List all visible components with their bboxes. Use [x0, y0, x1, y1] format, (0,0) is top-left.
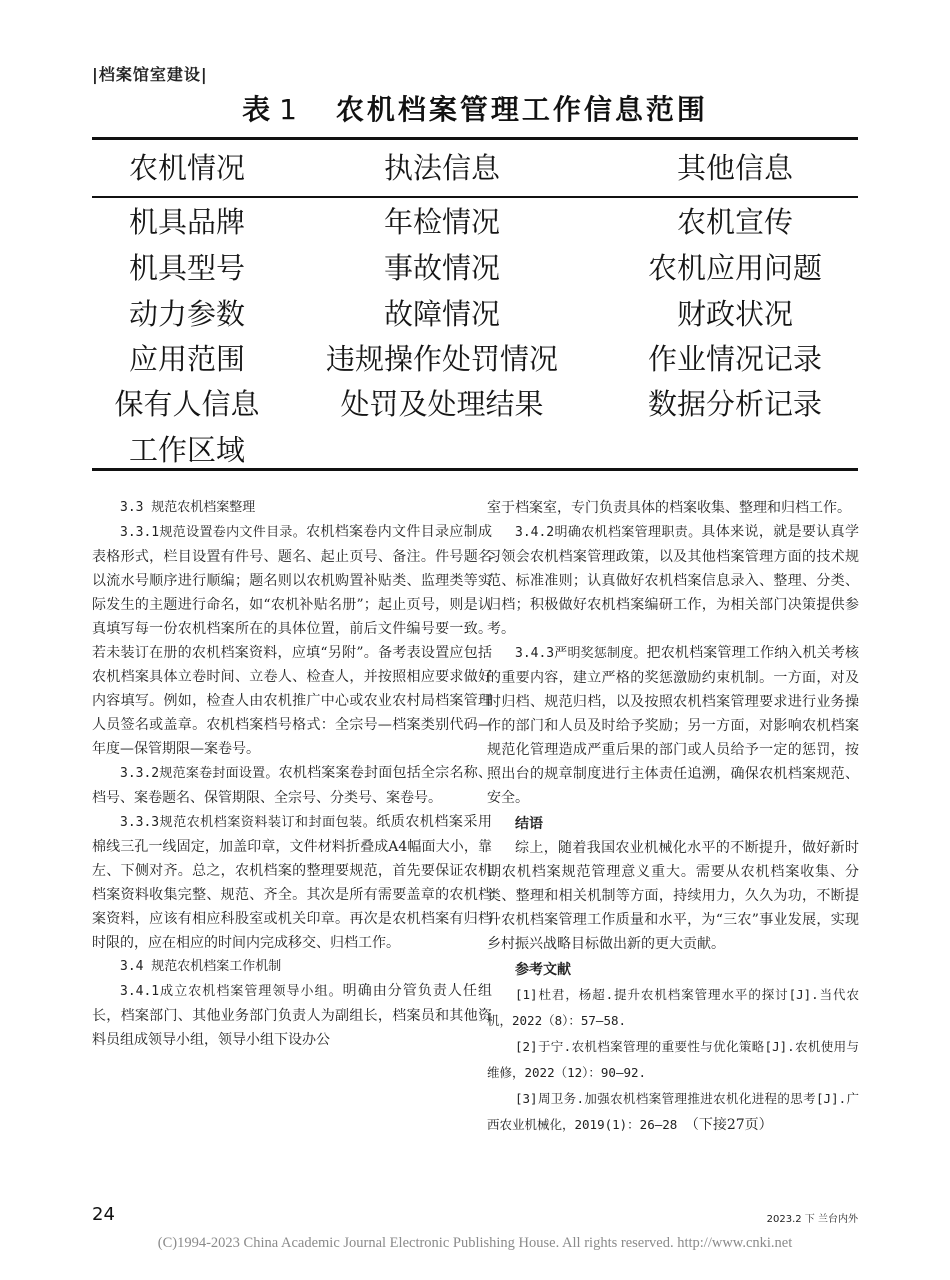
paragraph-body: 农机档案卷内文件目录应制成表格形式，栏目设置有件号、题名、起止页号、备注。件号题名以流水号顺序进行顺编；题名则以农机购置补贴类、监理类等实际发生的主题进行命名，如“农机补贴名册”；起止页号，则是认真填写每一份农机档案所在的具体位置，前后文件编号要一致。若未装订在册的农机档案资料，应填“另附”。备考表设置应包括农机档案具体立卷时间、立卷人、检查人，并按照相应要求做好内容填写。例如，检查人由农机推广中心或农业农村局档案管理人员签名或盖章。农机档案档号格式：全宗号—档案类别代码—年度—保管期限—案卷号。: [92, 524, 493, 757]
section-heading-3-3: 3.3 规范农机档案整理: [120, 500, 256, 515]
right-column: [487, 496, 859, 1138]
table-header-col3: 其他信息: [676, 151, 793, 185]
table-title-label: 表: [242, 93, 274, 126]
table-cell: 处罚及处理结果: [340, 387, 544, 421]
paragraph-continued: 室于档案室，专门负责具体的档案收集、整理和归档工作。: [487, 500, 851, 516]
table-cell: 动力参数: [128, 297, 245, 331]
copyright-notice: (C)1994-2023 China Academic Journal Electronic Publishing House. All rights reserved. http://www.cnki.net: [157, 1235, 793, 1251]
table-header-col1: 农机情况: [128, 151, 245, 185]
table-cell: 数据分析记录: [647, 387, 822, 421]
table-cell: 年检情况: [383, 205, 500, 239]
table-cell: 农机宣传: [676, 205, 793, 239]
paragraph-3-4-3: [487, 641, 859, 810]
paragraph-body: 明确由分管负责人任组长，档案部门、其他业务部门负责人为副组长，档案员和其他资料员组成领导小组，领导小组下设办公: [92, 983, 493, 1048]
paragraph-3-3-1: [92, 520, 492, 761]
table-cell: 事故情况: [383, 251, 500, 285]
paragraph-lead: 3.4.3严明奖惩制度。: [515, 646, 647, 661]
table-cell: 故障情况: [383, 297, 500, 331]
paragraph-lead: 3.4.2明确农机档案管理职责。: [515, 525, 702, 540]
table-cell: 保有人信息: [114, 387, 260, 421]
section-tag: |档案馆室建设|: [92, 65, 208, 84]
table-cell: 违规操作处罚情况: [325, 342, 558, 376]
paragraph-body: 纸质农机档案采用棉线三孔一线固定，加盖印章，文件材料折叠成A4幅面大小，靠左、下侧对齐。总之，农机档案的整理要规范，首先要保证农机档案资料收集完整、规范、齐全。其次是所有需要盖章的农机档案资料，应该有相应科股室或机关印章。再次是农机档案有归档时限的，应在相应的时间内完成移交、归档工作。: [92, 814, 493, 951]
paragraph-body: 农机档案案卷封面包括全宗名称、档号、案卷题名、保管期限、全宗号、分类号、案卷号。: [92, 765, 492, 806]
paragraph-body: 具体来说，就是要认真学习领会农机档案管理政策，以及其他档案管理方面的技术规范、标准准则；认真做好农机档案信息录入、整理、分类、归档；积极做好农机档案编研工作，为相关部门决策提供参考。: [487, 524, 859, 637]
table-title-text: 农机档案管理工作信息范围: [335, 93, 708, 126]
paragraph-lead: 3.4.1成立农机档案管理领导小组。: [120, 984, 343, 999]
left-column: [92, 496, 492, 1052]
conclusion-heading: 结语: [515, 816, 543, 832]
continued-note: （下接27页）: [684, 1117, 773, 1133]
reference-item: [2]于宁.农机档案管理的重要性与优化策略[J].农机使用与维修，2022（12）：90—92.: [487, 1039, 859, 1080]
references-heading: 参考文献: [515, 962, 571, 978]
reference-item: [487, 1086, 859, 1138]
table-cell: 作业情况记录: [647, 342, 822, 376]
table-title-number: 1: [279, 93, 300, 126]
table-cell: 应用范围: [128, 342, 245, 376]
table-cell: 农机应用问题: [647, 251, 822, 285]
paragraph-3-3-2: [92, 761, 492, 810]
section-heading-3-4: 3.4 规范农机档案工作机制: [120, 959, 282, 974]
paragraph-3-4-1: [92, 979, 492, 1052]
conclusion-paragraph: 综上，随着我国农业机械化水平的不断提升，做好新时期农机档案规范管理意义重大。需要从农机档案收集、分类、整理和相关机制等方面，持续用力，久久为功，不断提升农机档案管理工作质量和水平，为“三农”事业发展，实现乡村振兴战略目标做出新的更大贡献。: [487, 840, 859, 952]
table-header-col2: 执法信息: [383, 151, 500, 185]
table-cell: 机具品牌: [128, 205, 245, 239]
paragraph-lead: 3.3.3规范农机档案资料装订和封面包装。: [120, 815, 377, 830]
table-cell: 机具型号: [128, 251, 245, 285]
paragraph-3-3-3: [92, 810, 492, 955]
table-top-rule: [92, 137, 858, 140]
reference-text: [3]周卫务.加强农机档案管理推进农机化进程的思考[J].广西农业机械化，2019(1)：26—28: [487, 1091, 859, 1132]
issue-info: 2023.2 下 兰台内外: [766, 1214, 858, 1225]
paragraph-3-4-2: [487, 520, 859, 641]
page-number: 24: [92, 1204, 115, 1225]
table-cell: 财政状况: [676, 297, 793, 331]
table-cell: 工作区域: [128, 433, 245, 467]
paragraph-lead: 3.3.1规范设置卷内文件目录。: [120, 525, 307, 540]
paragraph-body: 把农机档案管理工作纳入机关考核的重要内容，建立严格的奖惩激励约束机制。一方面，对及时归档、规范归档，以及按照农机档案管理要求进行业务操作的部门和人员及时给予奖励；另一方面，对影响农机档案规范化管理造成严重后果的部门或人员给予一定的惩罚，按照出台的规章制度进行主体责任追溯，确保农机档案规范、安全。: [487, 645, 860, 806]
paragraph-lead: 3.3.2规范案卷封面设置。: [120, 766, 279, 781]
table-title: [0, 88, 950, 128]
reference-item: [1]杜君，杨超.提升农机档案管理水平的探讨[J].当代农机，2022（8）：57—58.: [487, 987, 859, 1028]
table-header-rule: [92, 196, 858, 198]
